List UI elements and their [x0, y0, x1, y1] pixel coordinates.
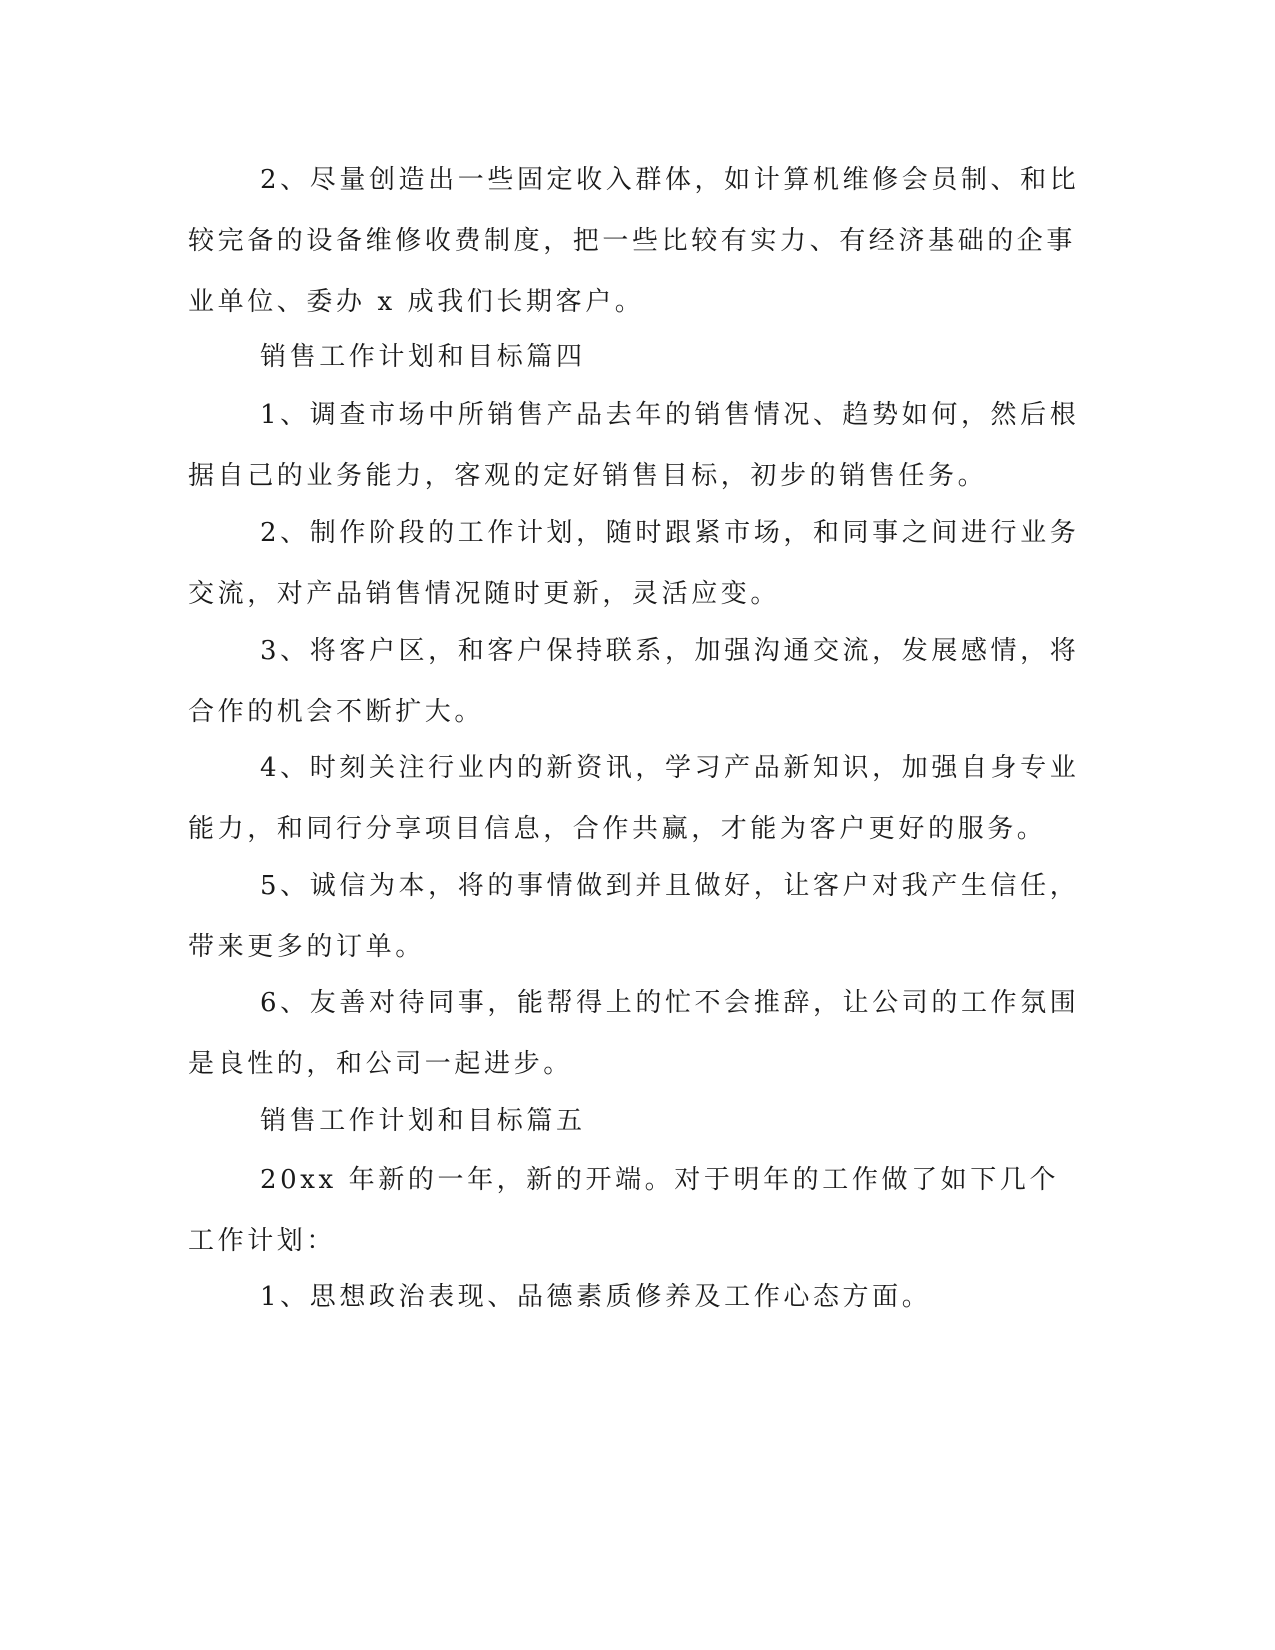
heading-part-four: 销售工作计划和目标篇四 — [260, 342, 586, 372]
paragraph-item-2: 2、制作阶段的工作计划，随时跟紧市场，和同事之间进行业务交流，对产品销售情况随时更新，灵活应变。 — [188, 518, 1080, 609]
paragraph-item-6: 6、友善对待同事，能帮得上的忙不会推辞，让公司的工作氛围是良性的，和公司一起进步。 — [188, 988, 1080, 1079]
paragraph-fixed-income: 2、尽量创造出一些固定收入群体，如计算机维修会员制、和比较完备的设备维修收费制度，把一些比较有实力、有经济基础的企事业单位、委办 x 成我们长期客户。 — [188, 165, 1080, 317]
paragraph-item-5: 5、诚信为本，将的事情做到并且做好，让客户对我产生信任，带来更多的订单。 — [188, 871, 1080, 962]
paragraph-item-4: 4、时刻关注行业内的新资讯，学习产品新知识，加强自身专业能力，和同行分享项目信息，合作共赢，才能为客户更好的服务。 — [188, 753, 1080, 844]
paragraph-new-year: 20xx 年新的一年，新的开端。对于明年的工作做了如下几个工作计划： — [188, 1165, 1060, 1256]
paragraph-item-1: 1、调查市场中所销售产品去年的销售情况、趋势如何，然后根据自己的业务能力，客观的定好销售目标，初步的销售任务。 — [188, 400, 1080, 491]
paragraph-item-3: 3、将客户区，和客户保持联系，加强沟通交流，发展感情，将合作的机会不断扩大。 — [188, 636, 1080, 727]
heading-part-five: 销售工作计划和目标篇五 — [260, 1106, 586, 1136]
paragraph-plan-item-1: 1、思想政治表现、品德素质修养及工作心态方面。 — [260, 1282, 932, 1312]
